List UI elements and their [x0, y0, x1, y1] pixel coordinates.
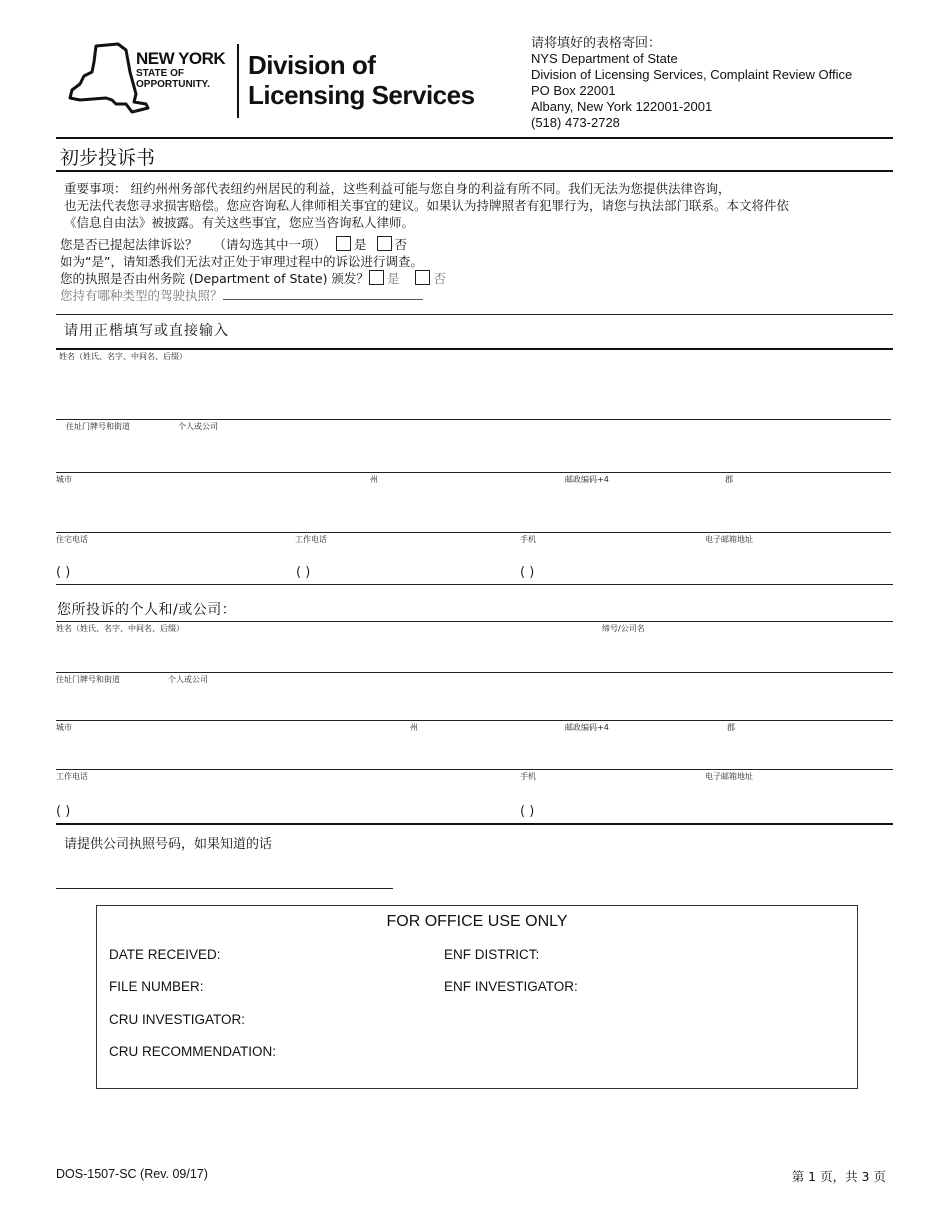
complainant-county-label: 郡 [725, 475, 733, 484]
respondent-mobile-label: 手机 [520, 772, 536, 781]
respondent-phone-rule [56, 823, 893, 825]
return-address-line: NYS Department of State [531, 51, 678, 66]
complainant-type-label: 个人或公司 [178, 422, 218, 431]
section1-bottom-rule [56, 348, 893, 350]
complainant-name-field[interactable] [56, 419, 891, 420]
title-rule [56, 170, 893, 172]
complainant-work-phone-label: 工作电话 [295, 535, 327, 544]
logo-state-of: STATE OF [136, 68, 184, 79]
cru-investigator-label: CRU INVESTIGATOR: [109, 1012, 246, 1027]
enf-district-label: ENF DISTRICT: [444, 947, 540, 962]
office-use-box [96, 905, 858, 1089]
header-rule [56, 137, 893, 139]
respondent-work-phone-field[interactable]: ( ) [56, 804, 71, 819]
return-address-line: 请将填好的表格寄回： [531, 35, 662, 50]
lawsuit-yes-label: 是 [354, 237, 367, 252]
respondent-state-label: 州 [410, 723, 418, 732]
respondent-mobile-field[interactable]: ( ) [520, 804, 535, 819]
respondent-dba-label: 缔号/公司名 [602, 624, 645, 633]
respondent-name-label: 姓名（姓氏、名字、中间名、后缀） [56, 624, 184, 633]
notice-line: 也无法代表您寻求损害赔偿。您应咨询私人律师相关事宜的建议。如果认为持牌照者有犯罪行为，请您与执法部门联系。本文将件依 [64, 198, 790, 213]
nys-logo [66, 40, 476, 122]
license-number-prompt: 请提供公司执照号码，如果知道的话 [64, 837, 273, 852]
complainant-city-label: 城市 [56, 475, 72, 484]
complainant-name-label: 姓名（姓氏、名字、中间名、后缀） [59, 352, 187, 361]
respondent-type-label: 个人或公司 [168, 675, 208, 684]
complainant-work-phone-field[interactable]: ( ) [296, 565, 311, 580]
form-number: DOS-1507-SC (Rev. 09/17) [56, 1167, 208, 1181]
lawsuit-question: 您是否已提起法律诉讼？ [60, 237, 198, 252]
complainant-state-label: 州 [370, 475, 378, 484]
complainant-street-field[interactable] [56, 472, 891, 473]
cru-recommendation-label: CRU RECOMMENDATION: [109, 1044, 276, 1059]
section1-top-rule [56, 314, 893, 315]
questions-block [60, 236, 446, 304]
return-address [531, 35, 852, 131]
logo-division-line1: Division of [248, 50, 376, 80]
office-use-title: FOR OFFICE USE ONLY [386, 913, 568, 930]
complainant-home-phone-field[interactable]: ( ) [56, 565, 71, 580]
complainant-email-label: 电子邮箱地址 [705, 535, 753, 544]
return-address-line: Albany, New York 122001-2001 [531, 99, 713, 114]
respondent-email-label: 电子邮箱地址 [705, 772, 753, 781]
respondent-name-field[interactable] [56, 672, 893, 673]
complainant-phone-rule [56, 584, 893, 585]
license-no-label: 否 [433, 271, 446, 286]
return-address-line: (518) 473-2728 [531, 115, 620, 130]
license-yes-label: 是 [386, 271, 400, 286]
lawsuit-hint: （请勾选其中一项） [213, 237, 327, 252]
license-number-field[interactable] [56, 888, 393, 889]
complainant-mobile-label: 手机 [520, 535, 536, 544]
license-question: 您的执照是否由州务院 (Department of State) 颁发？ [60, 271, 369, 286]
complainant-city-field[interactable] [56, 532, 891, 533]
return-address-line: Division of Licensing Services, Complaint Review Office [531, 67, 853, 82]
enf-investigator-label: ENF INVESTIGATOR: [444, 979, 578, 994]
driver-license-question: 您持有哪种类型的驾驶执照？ [60, 288, 223, 303]
respondent-street-field[interactable] [56, 720, 893, 721]
logo-divider [237, 44, 239, 118]
complainant-mobile-field[interactable]: ( ) [520, 565, 535, 580]
respondent-work-phone-label: 工作电话 [56, 772, 88, 781]
license-no-checkbox[interactable] [415, 270, 430, 285]
notice-line: 重要事项： 纽约州州务部代表纽约州居民的利益，这些利益可能与您自身的利益有所不同。我们无法为您提供法律咨询， [64, 181, 731, 196]
file-number-label: FILE NUMBER: [109, 979, 204, 994]
complainant-zip-label: 邮政编码+4 [565, 475, 609, 484]
notice-line: 《信息自由法》被披露。有关这些事宜，您应当咨询私人律师。 [64, 215, 415, 230]
important-notice [64, 180, 789, 231]
license-yes-checkbox[interactable] [369, 270, 384, 285]
respondent-street-label: 住址门牌号和街道 [56, 675, 120, 684]
page-title: 初步投诉书 [60, 147, 156, 169]
section2-title: 您所投诉的个人和/或公司： [57, 602, 237, 618]
lawsuit-no-checkbox[interactable] [377, 236, 392, 251]
logo-division-line2: Licensing Services [248, 80, 475, 110]
section1-title: 请用正楷填写或直接输入 [64, 323, 229, 339]
complainant-home-phone-label: 住宅电话 [56, 535, 88, 544]
date-received-label: DATE RECEIVED: [109, 947, 221, 962]
page-number: 第 1 页，共 3 页 [791, 1169, 886, 1184]
lawsuit-no-label: 否 [394, 237, 408, 252]
respondent-county-label: 郡 [727, 723, 735, 732]
respondent-city-label: 城市 [56, 723, 72, 732]
respondent-city-field[interactable] [56, 769, 893, 770]
complainant-street-label: 住址门牌号和街道 [66, 422, 130, 431]
lawsuit-note: 如为“是”，请知悉我们无法对正处于审理过程中的诉讼进行调查。 [60, 254, 423, 269]
return-address-line: PO Box 22001 [531, 83, 616, 98]
logo-opportunity: OPPORTUNITY. [136, 79, 210, 90]
logo-new-york: NEW YORK [136, 49, 226, 68]
driver-license-input[interactable] [223, 287, 423, 300]
lawsuit-yes-checkbox[interactable] [336, 236, 351, 251]
section2-rule [56, 621, 893, 622]
respondent-zip-label: 邮政编码+4 [565, 723, 609, 732]
